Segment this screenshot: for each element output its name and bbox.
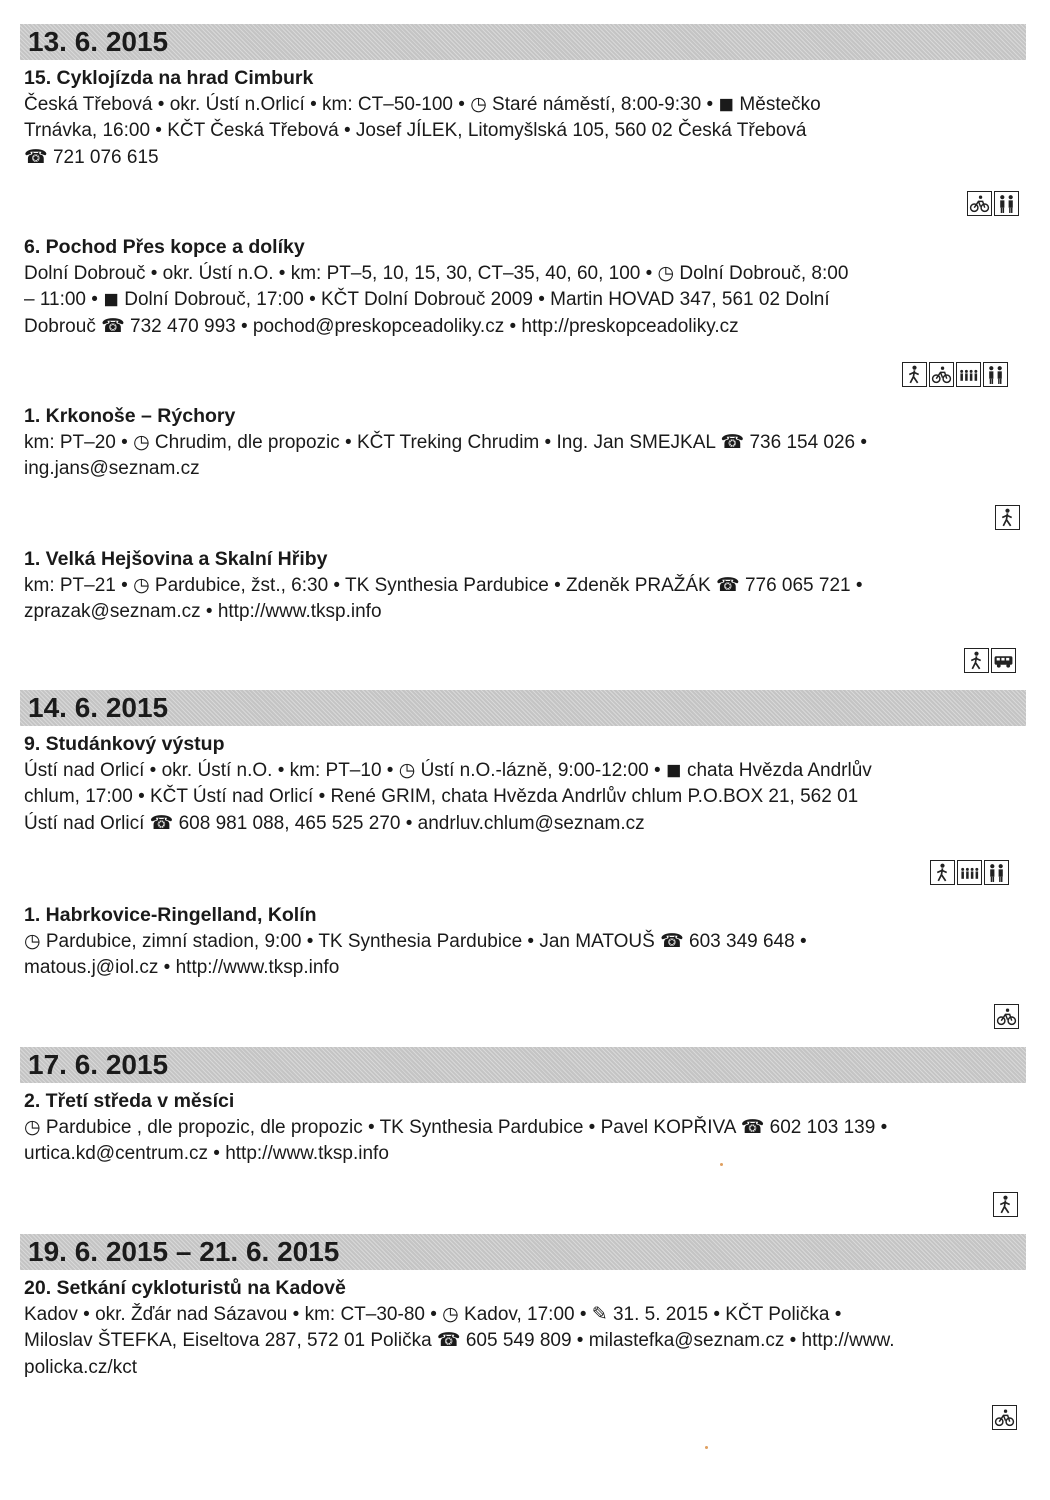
event-entry <box>24 1088 999 1168</box>
date-label: 19. 6. 2015 – 21. 6. 2015 <box>28 1236 340 1267</box>
event-icons <box>964 648 1016 673</box>
date-label: 14. 6. 2015 <box>28 692 169 723</box>
group-icon <box>957 860 982 885</box>
event-entry <box>24 731 999 837</box>
event-entry <box>24 65 999 171</box>
hiker-icon <box>902 362 927 387</box>
event-title: 20. Setkání cykloturistů na Kadově <box>24 1277 346 1299</box>
cyclist-icon <box>929 362 954 387</box>
event-icons <box>995 505 1020 530</box>
cyclist-icon <box>994 1004 1019 1029</box>
bus-icon <box>991 648 1016 673</box>
event-line: km: PT–20 • ◷ Chrudim, dle propozic • KČT Treking Chrudim • Ing. Jan SMEJKAL ☎ 736 154 026 • <box>24 431 868 453</box>
event-line: Dolní Dobrouč • okr. Ústí n.O. • km: PT–5, 10, 15, 30, CT–35, 40, 60, 100 • ◷ Dolní Dobrouč, 8:00 <box>24 262 849 284</box>
event-icons <box>994 1004 1019 1029</box>
hiker-icon <box>995 505 1020 530</box>
hiker-icon <box>993 1192 1018 1217</box>
date-label: 17. 6. 2015 <box>28 1049 169 1080</box>
date-header <box>20 690 1026 726</box>
event-line: Miloslav ŠTEFKA, Eiseltova 287, 572 01 Polička ☎ 605 549 809 • milastefka@seznam.cz • http://www. <box>24 1330 895 1351</box>
event-icons <box>902 362 1008 387</box>
event-title: 1. Krkonoše – Rýchory <box>24 405 236 427</box>
event-line: – 11:00 • ◼ Dolní Dobrouč, 17:00 • KČT Dolní Dobrouč 2009 • Martin HOVAD 347, 561 02 Dolní <box>24 289 830 310</box>
event-line: Ústí nad Orlicí ☎ 608 981 088, 465 525 270 • andrluv.chlum@seznam.cz <box>24 812 645 834</box>
event-icons <box>992 1405 1017 1430</box>
family-icon <box>994 191 1019 216</box>
event-line: chlum, 17:00 • KČT Ústí nad Orlicí • René GRIM, chata Hvězda Andrlův chlum P.O.BOX 21, 562 01 <box>24 786 859 807</box>
event-entry <box>24 234 999 340</box>
event-title: 9. Studánkový výstup <box>24 733 225 755</box>
date-header <box>20 24 1026 60</box>
date-header <box>20 1234 1026 1270</box>
event-icons <box>993 1192 1018 1217</box>
event-line: Kadov • okr. Žďár nad Sázavou • km: CT–30-80 • ◷ Kadov, 17:00 • ✎ 31. 5. 2015 • KČT Polička • <box>24 1303 842 1325</box>
family-icon <box>984 860 1009 885</box>
event-title: 1. Habrkovice-Ringelland, Kolín <box>24 904 317 926</box>
cyclist-icon <box>992 1405 1017 1430</box>
event-title: 2. Třetí středa v měsíci <box>24 1090 235 1112</box>
event-icons <box>930 860 1009 885</box>
event-line: Ústí nad Orlicí • okr. Ústí n.O. • km: PT–10 • ◷ Ústí n.O.-lázně, 9:00-12:00 • ◼ chata Hvězda Andrlův <box>24 759 872 781</box>
event-line: Dobrouč ☎ 732 470 993 • pochod@preskopceadoliky.cz • http://preskopceadoliky.cz <box>24 315 739 337</box>
hiker-icon <box>964 648 989 673</box>
event-line: Česká Třebová • okr. Ústí n.Orlicí • km: CT–50-100 • ◷ Staré náměstí, 8:00-9:30 • ◼ Městečko <box>24 93 821 115</box>
event-line: ◷ Pardubice , dle propozic, dle propozic • TK Synthesia Pardubice • Pavel KOPŘIVA ☎ 602 103 139 • <box>24 1116 888 1138</box>
event-icons <box>967 191 1019 216</box>
scan-speck <box>720 1163 723 1166</box>
event-entry <box>24 1275 999 1381</box>
scan-speck <box>705 1446 708 1449</box>
event-line: km: PT–21 • ◷ Pardubice, žst., 6:30 • TK Synthesia Pardubice • Zdeněk PRAŽÁK ☎ 776 065 721 • <box>24 574 863 596</box>
event-title: 1. Velká Hejšovina a Skalní Hřiby <box>24 548 328 570</box>
date-header <box>20 1047 1026 1083</box>
event-line: policka.cz/kct <box>24 1356 137 1378</box>
event-line: zprazak@seznam.cz • http://www.tksp.info <box>24 601 382 622</box>
hiker-icon <box>930 860 955 885</box>
event-line: ◷ Pardubice, zimní stadion, 9:00 • TK Synthesia Pardubice • Jan MATOUŠ ☎ 603 349 648 • <box>24 930 807 952</box>
event-line: Trnávka, 16:00 • KČT Česká Třebová • Josef JÍLEK, Litomyšlská 105, 560 02 Česká Třebová <box>24 120 807 141</box>
event-line: matous.j@iol.cz • http://www.tksp.info <box>24 957 340 978</box>
event-line: ☎ 721 076 615 <box>24 146 159 168</box>
group-icon <box>956 362 981 387</box>
event-entry <box>24 546 999 626</box>
event-title: 15. Cyklojízda na hrad Cimburk <box>24 67 314 89</box>
event-line: urtica.kd@centrum.cz • http://www.tksp.info <box>24 1143 389 1164</box>
cyclist-icon <box>967 191 992 216</box>
date-label: 13. 6. 2015 <box>28 26 169 57</box>
event-line: ing.jans@seznam.cz <box>24 458 200 479</box>
event-entry <box>24 403 999 483</box>
family-icon <box>983 362 1008 387</box>
event-entry <box>24 902 999 982</box>
event-title: 6. Pochod Přes kopce a dolíky <box>24 236 305 258</box>
